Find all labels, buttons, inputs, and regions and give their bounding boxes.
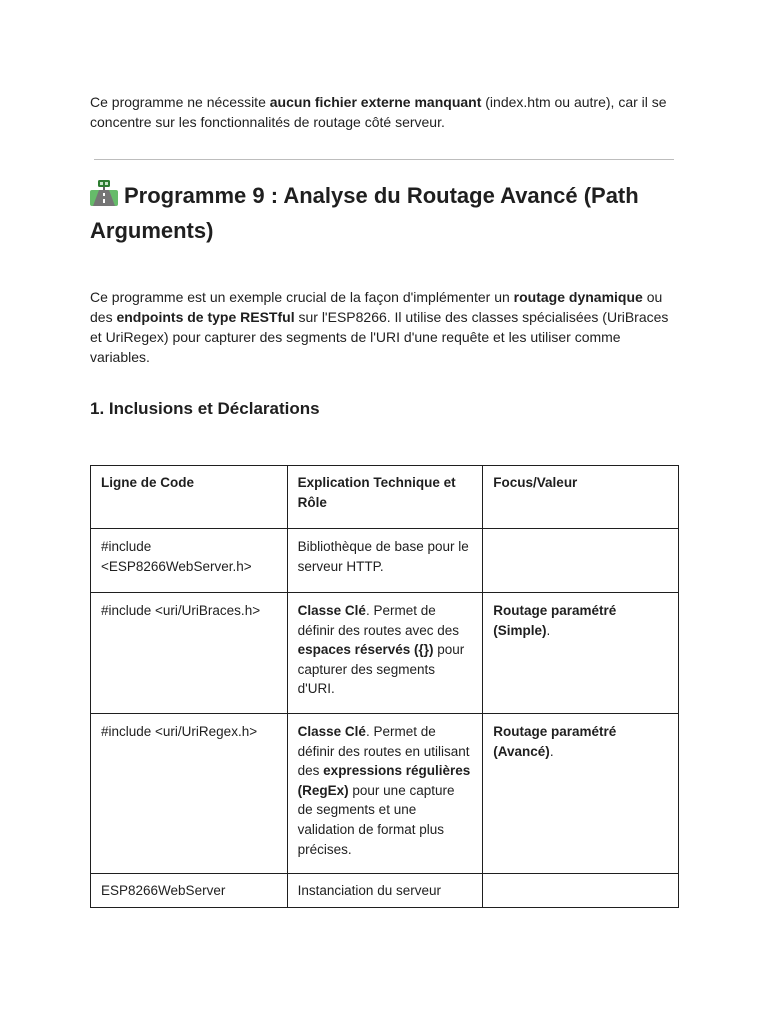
section-title: 1. Inclusions et Déclarations [90,399,320,418]
code-cell: #include <uri/UriRegex.h> [91,714,288,874]
focus-cell: Routage paramétré (Avancé). [483,714,679,874]
column-header: Explication Technique et Rôle [287,466,483,529]
program-heading: Programme 9 : Analyse du Routage Avancé (Path Arguments) [90,180,680,247]
explanation-cell: Instanciation du serveur [287,874,483,908]
column-header: Ligne de Code [91,466,288,529]
table-row [91,874,679,908]
explanation-cell: Bibliothèque de base pour le serveur HTTP. [287,529,483,593]
explanation-cell: Classe Clé. Permet de définir des routes avec des espaces réservés ({}) pour capturer des segments d'URI. [287,593,483,714]
focus-cell [483,874,679,908]
focus-cell: Routage paramétré (Simple). [483,593,679,714]
explanation-cell: Classe Clé. Permet de définir des routes en utilisant des expressions régulières (RegEx) pour une capture de segments et une validation de format plus précises. [287,714,483,874]
code-cell: #include <uri/UriBraces.h> [91,593,288,714]
code-cell: #include <ESP8266WebServer.h> [91,529,288,593]
table-header-row [91,466,679,529]
focus-cell [483,529,679,593]
intro-paragraph: Ce programme ne nécessite aucun fichier externe manquant (index.htm ou autre), car il se concentre sur les fonctionnalités de routage côté serveur. [90,94,667,130]
table-row [91,593,679,714]
table-row [91,529,679,593]
table-row [91,714,679,874]
declarations-table [90,465,679,908]
road-icon [90,180,118,215]
horizontal-divider [94,159,674,160]
column-header: Focus/Valeur [483,466,679,529]
code-cell: ESP8266WebServer [91,874,288,908]
program-description: Ce programme est un exemple crucial de la façon d'implémenter un routage dynamique ou des endpoints de type RESTful sur l'ESP8266. Il utilise des classes spécialisées (UriBraces et UriRegex) pour capturer des segments de l'URI d'une requête et les utiliser comme variables. [90,289,669,365]
